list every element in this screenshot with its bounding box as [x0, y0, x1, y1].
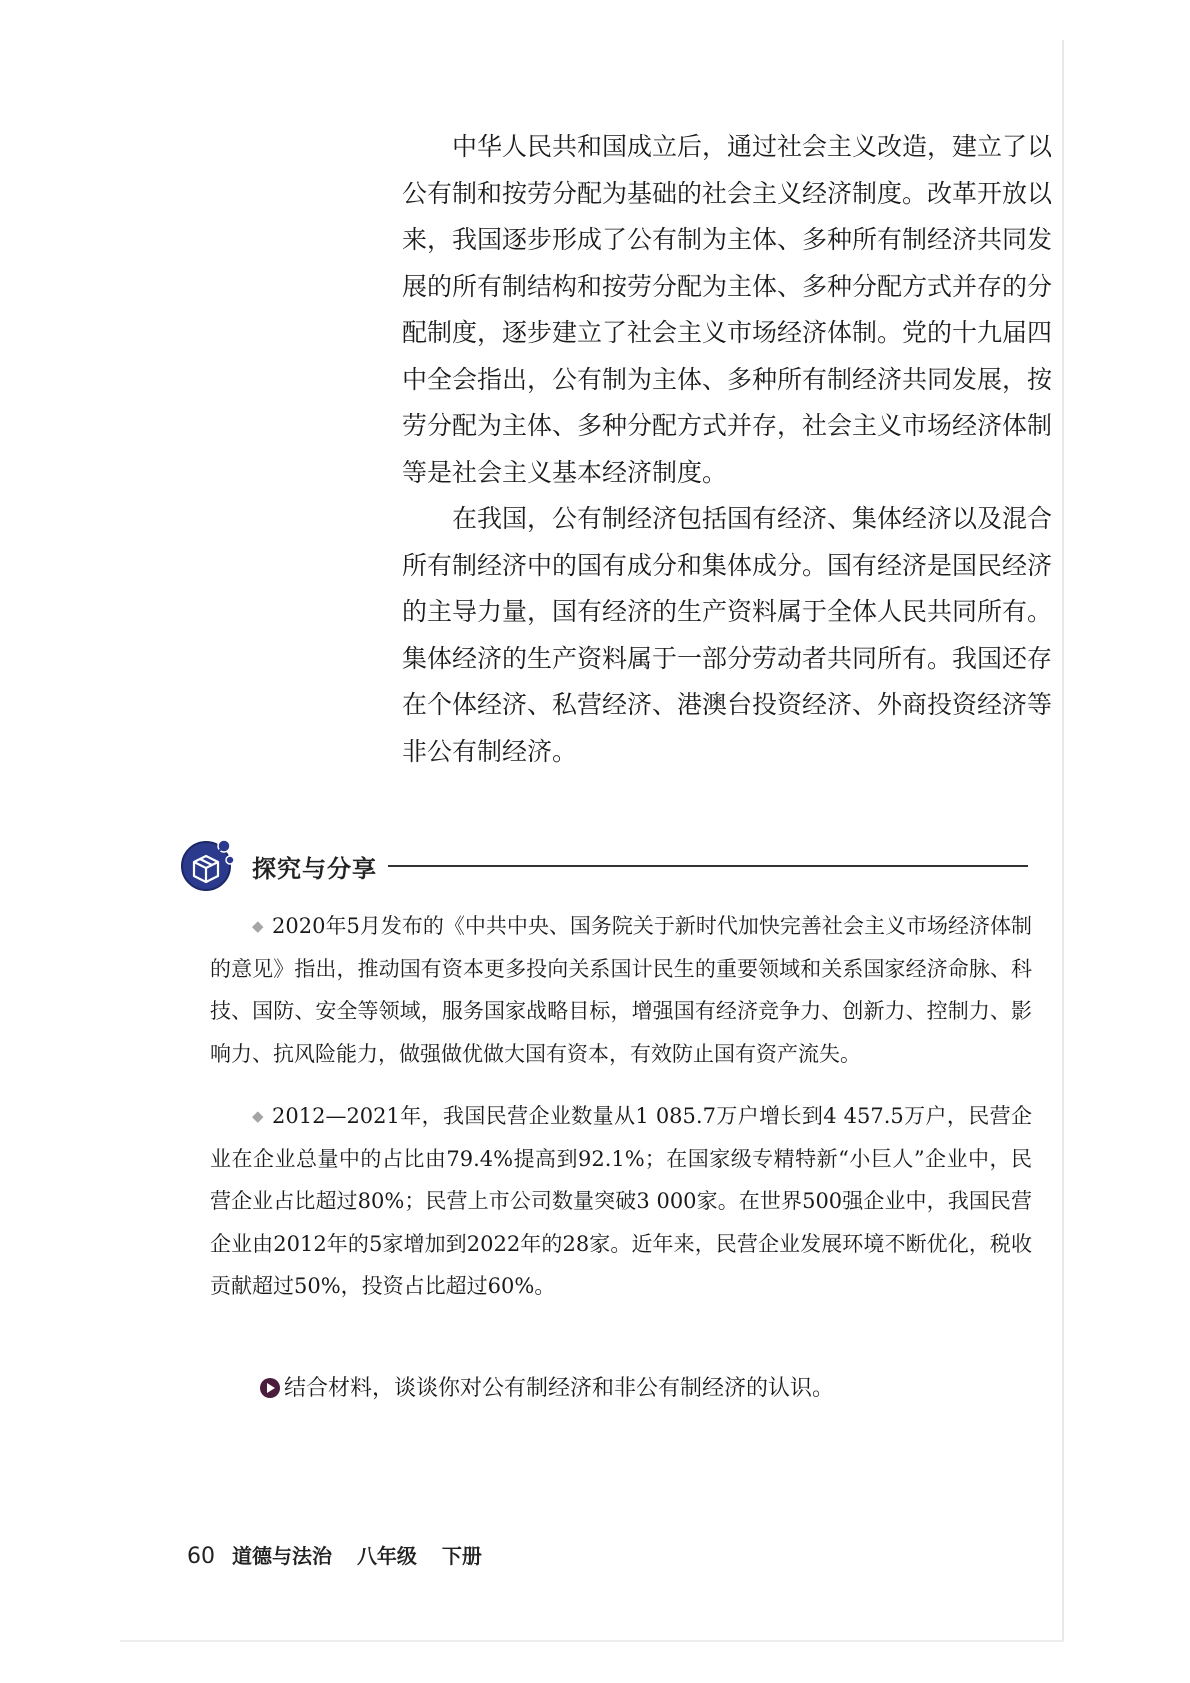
body-paragraph-2: 在我国，公有制经济包括国有经济、集体经济以及混合所有制经济中的国有成分和集体成分。国有经济是国民经济的主导力量，国有经济的生产资料属于全体人民共同所有。集体经济的生产资料属于一部分劳动者共同所有。我国还存在个体经济、私营经济、港澳台投资经济、外商投资经济等非公有制经济。 — [402, 504, 1053, 766]
diamond-bullet-icon: ◆ — [252, 1107, 264, 1125]
footer-volume: 下册 — [441, 1544, 482, 1568]
discussion-question — [260, 1374, 834, 1404]
page-footer — [187, 1540, 482, 1569]
footer-subject: 道德与法治 — [231, 1544, 332, 1568]
material-item-1 — [210, 905, 1032, 1075]
diamond-bullet-icon: ◆ — [252, 917, 264, 935]
materials-list — [210, 905, 1032, 1328]
question-text: 结合材料，谈谈你对公有制经济和非公有制经济的认识。 — [284, 1376, 835, 1401]
section-divider — [388, 865, 1028, 867]
cube-network-icon — [180, 836, 236, 892]
section-title: 探究与分享 — [252, 855, 377, 883]
play-bullet-icon — [260, 1378, 280, 1398]
explore-share-header — [180, 836, 1030, 896]
body-paragraph-1: 中华人民共和国成立后，通过社会主义改造，建立了以公有制和按劳分配为基础的社会主义经济制度。改革开放以来，我国逐步形成了公有制为主体、多种所有制经济共同发展的所有制结构和按劳分配为主体、多种分配方式并存的分配制度，逐步建立了社会主义市场经济体制。党的十九届四中全会指出，公有制为主体、多种所有制经济共同发展，按劳分配为主体、多种分配方式并存，社会主义市场经济体制等是社会主义基本经济制度。 — [402, 132, 1053, 487]
main-body-text — [402, 124, 1052, 775]
footer-grade: 八年级 — [356, 1544, 417, 1568]
page-edge — [1062, 40, 1064, 1640]
page-number: 60 — [187, 1544, 215, 1569]
material-text-1: 2020年5月发布的《中共中央、国务院关于新时代加快完善社会主义市场经济体制的意见》指出，推动国有资本更多投向关系国计民生的重要领域和关系国家经济命脉、科技、国防、安全等领域，服务国家战略目标，增强国有经济竞争力、创新力、控制力、影响力、抗风险能力，做强做优做大国有资本，有效防止国有资产流失。 — [210, 914, 1032, 1066]
material-item-2 — [210, 1095, 1032, 1308]
page-edge-bottom — [120, 1640, 1064, 1642]
material-text-2: 2012—2021年，我国民营企业数量从1 085.7万户增长到4 457.5万户，民营企业在企业总量中的占比由79.4%提高到92.1%；在国家级专精特新“小巨人”企业中，民营企业占比超过80%；民营上市公司数量突破3 000家。在世界500强企业中，我国民营企业由2012年的5家增加到2022年的28家。近年来，民营企业发展环境不断优化，税收贡献超过50%，投资占比超过60%。 — [210, 1104, 1032, 1298]
